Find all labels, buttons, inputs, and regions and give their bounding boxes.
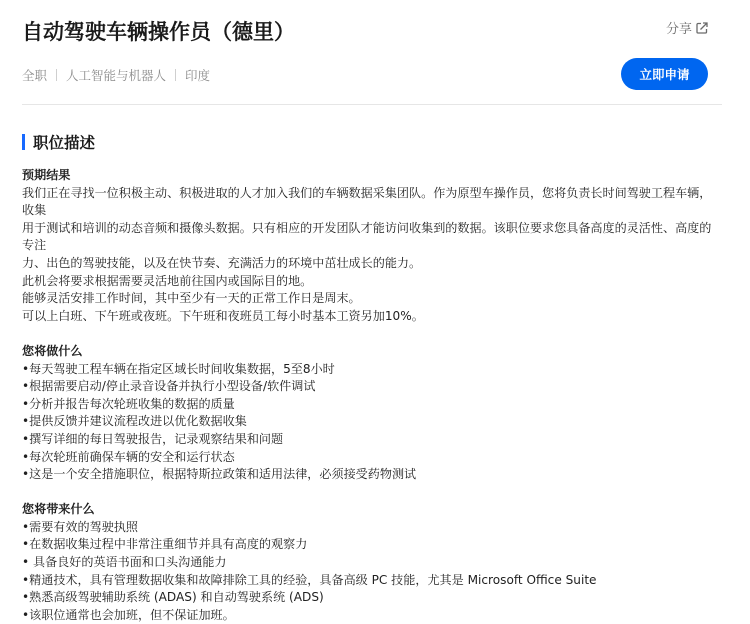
list-item: •需要有效的驾驶执照: [22, 519, 138, 534]
job-type: 全职: [22, 68, 48, 83]
list-item: •熟悉高级驾驶辅助系统 (ADAS) 和自动驾驶系统 (ADS): [22, 590, 324, 605]
job-description: [22, 167, 722, 624]
spacer: [22, 325, 722, 343]
share-label: 分享: [665, 22, 692, 37]
section-marker-bar: [22, 134, 25, 150]
job-meta: [22, 66, 210, 84]
job-location: 印度: [185, 68, 211, 83]
block-heading-outcomes: 预期结果: [22, 168, 71, 182]
list-item: •这是一个安全措施职位，根据特斯拉政策和适用法律，必须接受药物测试: [22, 467, 417, 482]
list-item: •在数据收集过程中非常注重细节并具有高度的观察力: [22, 537, 308, 552]
description-line: 能够灵活安排工作时间，其中至少有一天的正常工作日是周末。: [22, 291, 361, 306]
description-line: 此机会将要求根据需要灵活地前往国内或国际目的地。: [22, 273, 313, 288]
job-header: [22, 0, 722, 105]
list-item: • 具备良好的英语书面和口头沟通能力: [22, 555, 227, 570]
description-line: 可以上白班、下午班或夜班。下午班和夜班员工每小时基本工资另加10%。: [22, 308, 424, 323]
list-item: •精通技术，具有管理数据收集和故障排除工具的经验，具备高级 PC 技能，尤其是 Microsoft Office Suite: [22, 572, 597, 587]
apply-now-button[interactable]: 立即申请: [621, 58, 708, 90]
description-line: 用于测试和培训的动态音频和摄像头数据。只有相应的开发团队才能访问收集到的数据。该职位要求您具备高度的灵活性、高度的专注: [22, 220, 712, 253]
job-category: 人工智能与机器人: [66, 68, 167, 83]
list-item: •根据需要启动/停止录音设备并执行小型设备/软件调试: [22, 379, 316, 394]
list-item: •每次轮班前确保车辆的安全和运行状态: [22, 449, 235, 464]
block-heading-responsibilities: 您将做什么: [22, 343, 83, 358]
block-heading-requirements: 您将带来什么: [22, 502, 95, 517]
spacer: [22, 484, 722, 502]
job-title: 自动驾驶车辆操作员（德里）: [22, 20, 295, 44]
section-header: [22, 131, 95, 153]
list-item: •撰写详细的每日驾驶报告，记录观察结果和问题: [22, 431, 284, 446]
list-item: •分析并报告每次轮班收集的数据的质量: [22, 396, 235, 411]
list-item: •每天驾驶工程车辆在指定区域长时间收集数据，5至8小时: [22, 361, 335, 376]
description-line: 力、出色的驾驶技能，以及在快节奏、充满活力的环境中茁壮成长的能力。: [22, 255, 422, 270]
meta-divider: [175, 69, 176, 81]
list-item: •该职位通常也会加班，但不保证加班。: [22, 607, 235, 622]
share-button[interactable]: [666, 18, 708, 37]
meta-divider: [56, 69, 57, 81]
list-item: •提供反馈并建议流程改进以优化数据收集: [22, 414, 247, 429]
share-arrow-icon: [696, 22, 708, 34]
description-line: 我们正在寻找一位积极主动、积极进取的人才加入我们的车辆数据采集团队。作为原型车操作员，您将负责长时间驾驶工程车辆，收集: [22, 185, 712, 218]
section-title: 职位描述: [33, 134, 96, 152]
